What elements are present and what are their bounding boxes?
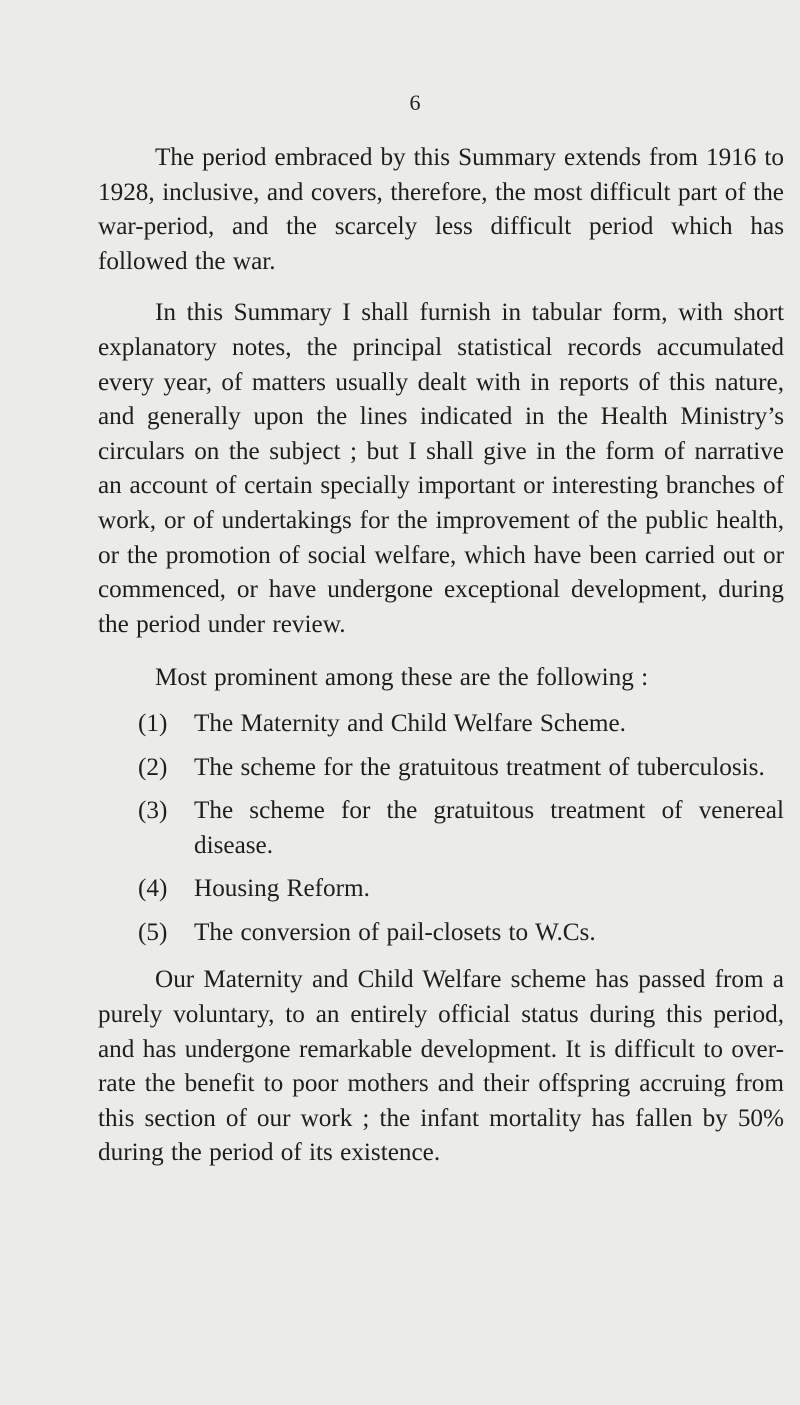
list-item [98, 707, 784, 742]
list-item-number: (5) [138, 918, 168, 946]
paragraph-list-intro: Most prominent among these are the following : [155, 664, 649, 692]
list-item-number: (4) [138, 875, 168, 903]
body-text [98, 141, 784, 1171]
paragraph-maternity-scheme: Our Maternity and Child Welfare scheme has passed from a purely voluntary, to an entirely official status during this period, and has undergone remarkable development. It is difficult to over-rate the benefit to poor mothers and their offspring accruing from this section of our work ; the infant mortality has fallen by 50% during the period of its existence. [98, 966, 784, 1167]
list-item-number: (3) [138, 797, 168, 825]
list-item [98, 872, 784, 907]
list-item-text: The Maternity and Child Welfare Scheme. [194, 709, 626, 737]
list-item-number: (2) [138, 753, 168, 781]
list-item-number: (1) [138, 709, 168, 737]
list-item-text: The conversion of pail-closets to W.Cs. [194, 918, 596, 946]
list-item [98, 794, 784, 863]
page-number: 6 [409, 90, 421, 115]
list-item-text: The scheme for the gratuitous treatment of venereal disease. [194, 797, 784, 859]
list-item-text: Housing Reform. [194, 875, 370, 903]
list-item-text: The scheme for the gratuitous treatment of tuberculosis. [194, 753, 765, 781]
paragraph-period: The period embraced by this Summary extends from 1916 to 1928, inclusive, and covers, therefore, the most difficult part of the war-period, and the scarcely less difficult period which has followed the war. [98, 144, 784, 275]
paragraph-summary-scope: In this Summary I shall furnish in tabular form, with short explanatory notes, the principal statistical records accumulated every year, of matters usually dealt with in reports of this nature, and generally upon the lines indicated in the Health Ministry’s circulars on the subject ; but I shall give in the form of narrative an account of certain specially important or interesting branches of work, or of undertakings for the improvement of the public health, or the promotion of social welfare, which have been carried out or commenced, or have undergone exceptional development, during the period under review. [98, 299, 784, 638]
list-item [98, 916, 784, 951]
numbered-list [98, 707, 784, 951]
list-item [98, 751, 784, 786]
